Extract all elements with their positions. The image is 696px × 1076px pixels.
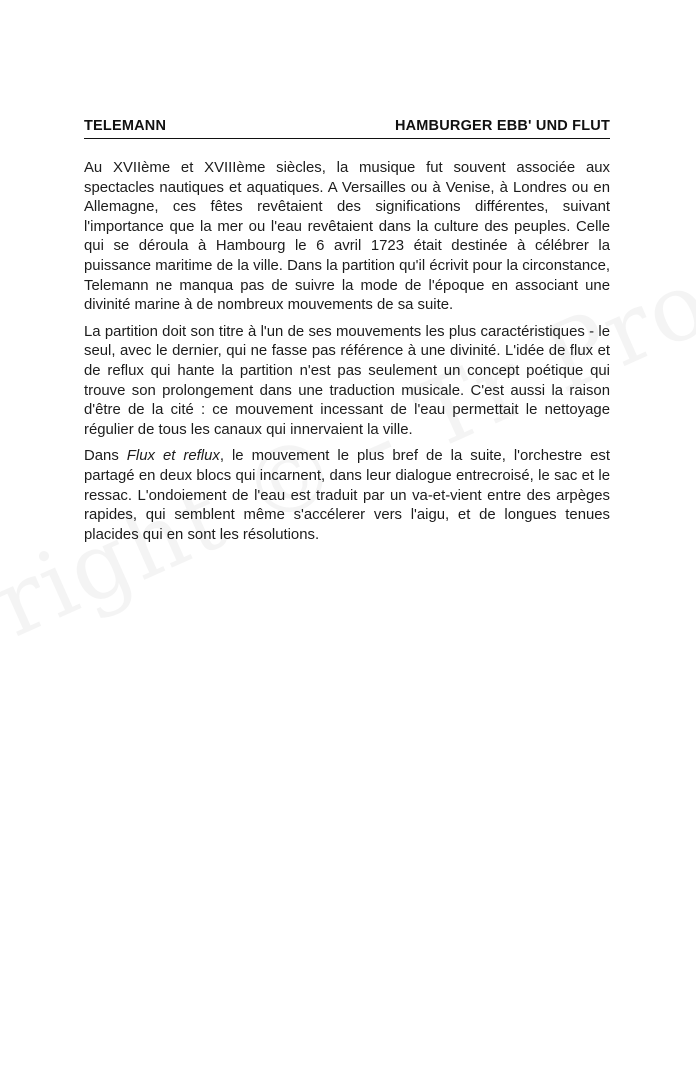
paragraph-2: La partition doit son titre à l'un de ses mouvements les plus caractéristiques - le seul, avec le dernier, qui ne fasse pas référence à une divinité. L'idée de flux et de reflux qui hante la partition n'est pas seulement un concept poétique qui trouve son prolongement dans une traduction musicale. C'est aussi la raison d'être de la cité : ce mouvement incessant de l'eau permettait le nettoyage régulier de tous les canaux qui innervaient la ville.: [84, 323, 610, 438]
header-work-title: HAMBURGER EBB' UND FLUT: [394, 118, 610, 134]
paragraph-1: Au XVIIème et XVIIIème siècles, la musique fut souvent associée aux spectacles nautiques et aquatiques. A Versailles ou à Venise, à Londres ou en Allemagne, ces fêtes revêtaient des significations différentes, suivant l'importance que la mer ou l'eau revêtaient dans la culture des peuples. Celle qui se déroula à Hambourg le 6 avril 1723 était destinée à célébrer la puissance maritime de la ville. Dans la partition qu'il écrivit pour la circonstance, Telemann ne manqua pas de suivre la mode de l'époque en associant une divinité marine à de nombreux mouvements de sa suite.: [84, 160, 610, 314]
italic-movement-title: Flux et reflux: [126, 448, 220, 465]
body-text: [84, 159, 610, 552]
header-composer: TELEMANN: [84, 118, 167, 134]
paragraph-3-start: Dans: [84, 448, 127, 465]
paragraph-3: [84, 447, 610, 545]
running-header: [84, 118, 610, 139]
paragraph-3-rest: , le mouvement le plus bref de la suite, l'orchestre est partagé en deux blocs qui incarnent, dans leur dialogue entrecroisé, le sac et le ressac. L'ondoiement de l'eau est traduit par un va-et-vient entre des arpèges rapides, qui semblent même s'accélerer vers l'aigu, et de longues tenues placides qui en sont les résolutions.: [84, 448, 610, 543]
